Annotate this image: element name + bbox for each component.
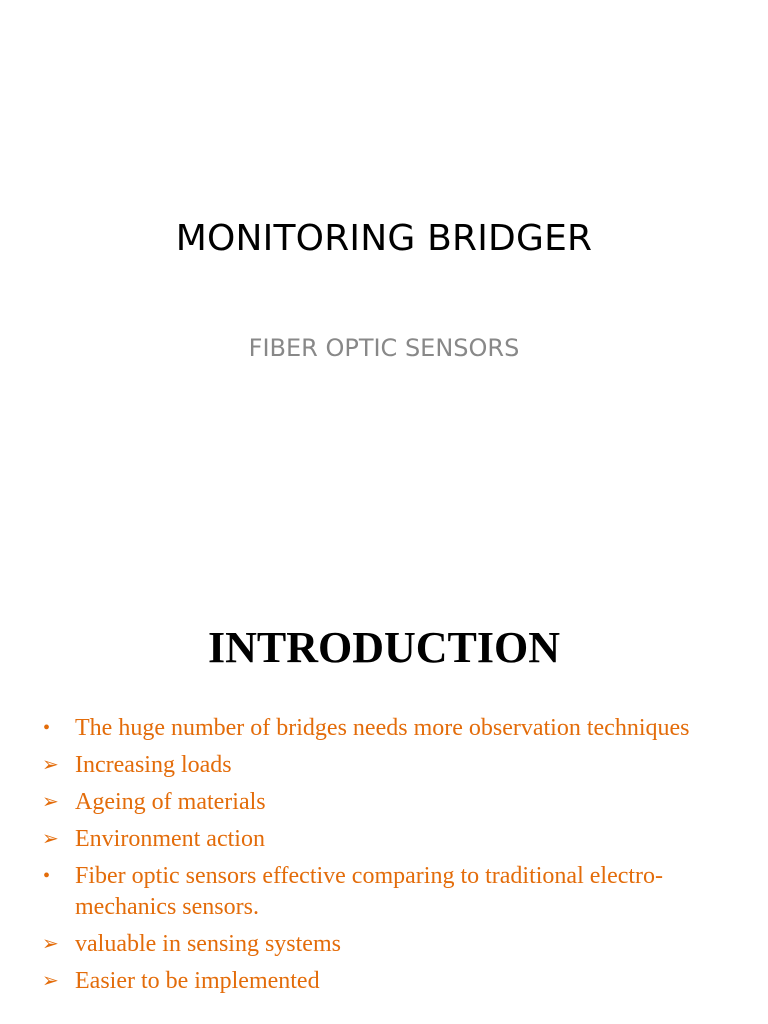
bullet-text: Fiber optic sensors effective comparing to traditional electro-mechanics sensors. — [75, 863, 664, 920]
list-item — [40, 713, 730, 744]
list-item — [40, 929, 730, 960]
list-item — [40, 824, 730, 855]
bullet-text: Easier to be implemented — [75, 968, 320, 994]
bullet-arrow-icon: ➢ — [42, 791, 59, 813]
introduction-heading: INTRODUCTION — [207, 623, 561, 672]
list-item — [40, 787, 730, 818]
bullet-text: Ageing of materials — [75, 789, 266, 815]
bullet-text: valuable in sensing systems — [75, 931, 341, 957]
slide-introduction — [0, 576, 768, 1024]
bullet-dot-icon: • — [43, 865, 51, 887]
slide-title-heading: MONITORING BRIDGER — [175, 218, 593, 259]
bullet-list — [40, 713, 730, 1003]
bullet-arrow-icon: ➢ — [42, 970, 59, 992]
bullet-arrow-icon: ➢ — [42, 828, 59, 850]
bullet-arrow-icon: ➢ — [42, 933, 59, 955]
list-item — [40, 861, 730, 923]
list-item — [40, 966, 730, 997]
bullet-arrow-icon: ➢ — [42, 754, 59, 776]
bullet-text: The huge number of bridges needs more observation techniques — [75, 715, 690, 741]
bullet-text: Environment action — [75, 826, 265, 852]
list-item — [40, 750, 730, 781]
slide-subtitle: FIBER OPTIC SENSORS — [248, 334, 520, 362]
bullet-text: Increasing loads — [75, 752, 232, 778]
bullet-dot-icon: • — [43, 717, 51, 739]
